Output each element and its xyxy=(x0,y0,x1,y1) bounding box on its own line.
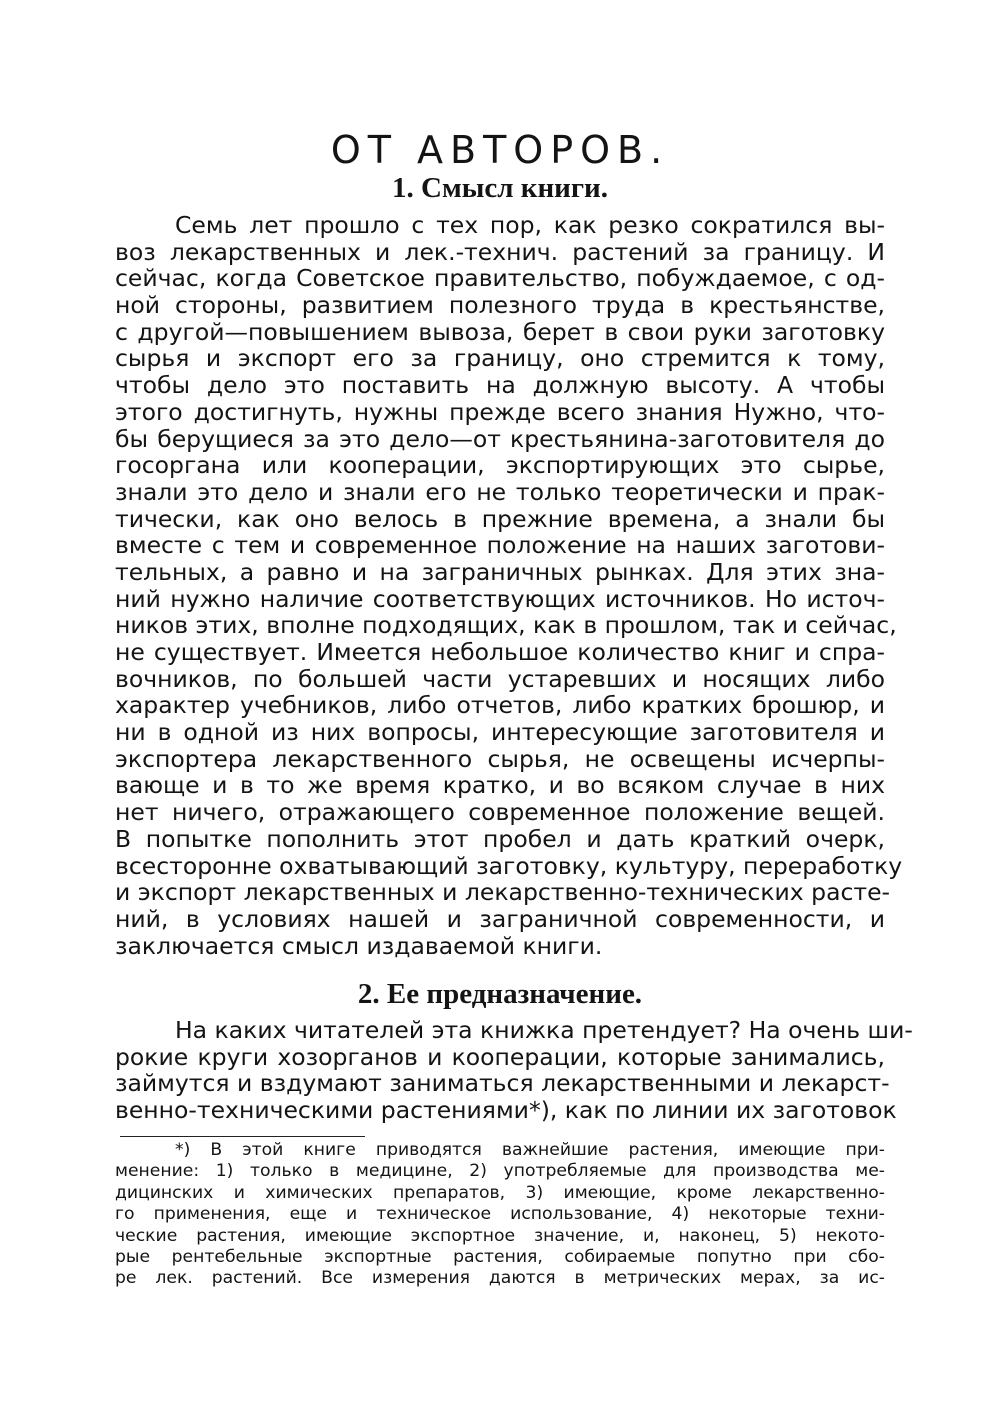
text-line: не существует. Имеется небольшое количество книг и спра- xyxy=(115,638,885,666)
section-2-paragraph xyxy=(115,1016,913,1125)
text-line: всесторонне охватывающий заготовку, культуру, переработку xyxy=(115,851,903,880)
text-line: тельных, а равно и на заграничных рынках. Для этих зна- xyxy=(115,557,885,586)
text-line: вочников, по большей части устаревших и носящих либо xyxy=(115,664,885,693)
text-line: вместе с тем и современное положение на наших заготови- xyxy=(115,531,885,560)
text-line: бы берущиеся за это дело—от крестьянина-заготовителя до xyxy=(115,424,885,453)
footnote xyxy=(115,1140,885,1290)
text-line: ний, в условиях нашей и заграничной современности, и xyxy=(115,904,885,933)
text-line: Семь лет прошло с тех пор, как резко сократился вы- xyxy=(175,211,885,239)
text-line: ников этих, вполне подходящих, как в прошлом, так и сейчас, xyxy=(115,611,897,640)
footnote-line: менение: 1) только в медицине, 2) употребляемые для производства ме- xyxy=(115,1161,885,1182)
text-line: тически, как оно велось в прежние времена, а знали бы xyxy=(115,504,885,533)
text-line: и экспорт лекарственных и лекарственно-технических расте- xyxy=(115,878,891,907)
text-line: экспортера лекарственного сырья, не освещены исчерпы- xyxy=(115,744,885,773)
text-line: нет ничего, отражающего современное положение вещей. xyxy=(115,798,885,827)
footnote-line: ческие растения, имеющие экспортное значение, и, наконец, 5) некото- xyxy=(115,1225,885,1246)
text-line: На каких читателей эта книжка претендует? На очень ши- xyxy=(175,1016,913,1044)
section-1-paragraph xyxy=(115,211,903,960)
text-line: займутся и вздумают заниматься лекарственными и лекарст- xyxy=(115,1069,890,1098)
text-line: этого достигнуть, нужны прежде всего знания Нужно, что- xyxy=(115,397,885,426)
footnote-line: го применения, еще и техническое использование, 4) некоторые техни- xyxy=(115,1204,885,1225)
text-line: чтобы дело это поставить на должную высоту. А чтобы xyxy=(115,371,885,400)
text-line: ни в одной из них вопросы, интересующие заготовителя и xyxy=(115,718,885,747)
text-line: госоргана или кооперации, экспортирующих это сырье, xyxy=(115,451,885,480)
text-line: ний нужно наличие соответствующих источников. Но источ- xyxy=(115,584,885,613)
section-2-heading: 2. Ее предназначение. xyxy=(357,978,643,1010)
footnote-line: рые рентебельные экспортные растения, собираемые попутно при сбо- xyxy=(115,1246,885,1267)
text-line: В попытке пополнить этот пробел и дать краткий очерк, xyxy=(115,824,885,853)
footnote-divider xyxy=(120,1136,365,1137)
text-line: знали это дело и знали его не только теоретически и прак- xyxy=(115,477,885,506)
footnote-line: ре лек. растений. Все измерения даются в метрических мерах, за ис- xyxy=(115,1268,885,1289)
footnote-line: дицинских и химических препаратов, 3) имеющие, кроме лекарственно- xyxy=(115,1182,885,1203)
text-line: венно-техническими растениями*), как по линии их заготовок xyxy=(115,1096,897,1125)
text-line: сейчас, когда Советское правительство, побуждаемое, с од- xyxy=(115,264,885,293)
footnote-line: *) В этой книге приводятся важнейшие растения, имеющие при- xyxy=(175,1140,885,1160)
text-line: заключается смысл издаваемой книги. xyxy=(115,931,603,960)
text-line: ной стороны, развитием полезного труда в крестьянстве, xyxy=(115,291,885,320)
text-line: воз лекарственных и лек.-технич. растений за границу. И xyxy=(115,237,885,266)
section-1-heading: 1. Смысл книги. xyxy=(392,172,608,204)
text-line: сырья и экспорт его за границу, оно стремится к тому, xyxy=(115,344,885,373)
text-line: с другой—повышением вывоза, берет в свои руки заготовку xyxy=(115,317,885,346)
text-line: вающе и в то же время кратко, и во всяком случае в них xyxy=(115,771,885,800)
text-line: характер учебников, либо отчетов, либо кратких брошюр, и xyxy=(115,691,885,720)
page-title: ОТ АВТОРОВ. xyxy=(330,128,670,172)
text-line: рокие круги хозорганов и кооперации, которые занимались, xyxy=(115,1042,885,1071)
